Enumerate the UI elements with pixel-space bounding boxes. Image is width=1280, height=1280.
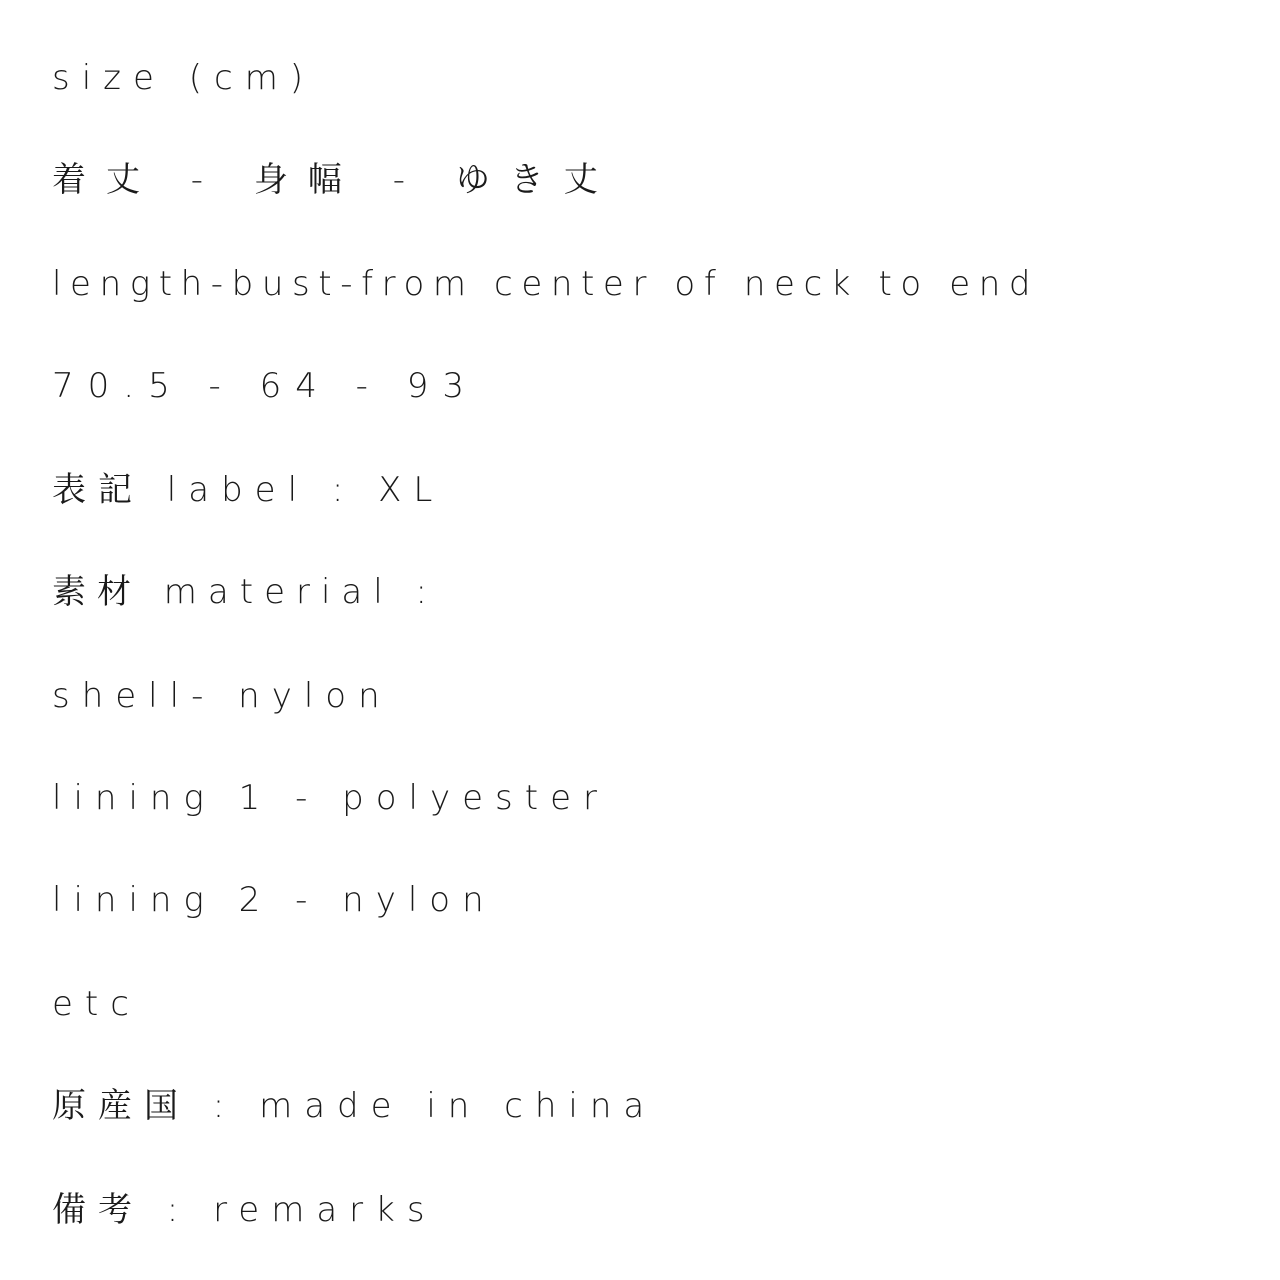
size-unit-heading: size (cm) xyxy=(52,58,316,98)
remarks: 備考 : remarks xyxy=(52,1190,437,1230)
measurement-labels-jp: 着丈 - 身幅 - ゆき丈 xyxy=(52,160,618,200)
material-lining-1: lining 1 - polyester xyxy=(52,778,609,818)
country-of-origin: 原産国 : made in china xyxy=(52,1086,657,1126)
material-etc: etc xyxy=(52,984,141,1024)
size-label: 表記 label : XL xyxy=(52,470,445,510)
measurement-values: 70.5 - 64 - 93 xyxy=(52,366,478,406)
measurement-labels-en: length-bust-from center of neck to end xyxy=(52,264,1040,304)
material-shell: shell- nylon xyxy=(52,676,392,716)
material-lining-2: lining 2 - nylon xyxy=(52,880,496,920)
material-heading: 素材 material : xyxy=(52,572,438,612)
